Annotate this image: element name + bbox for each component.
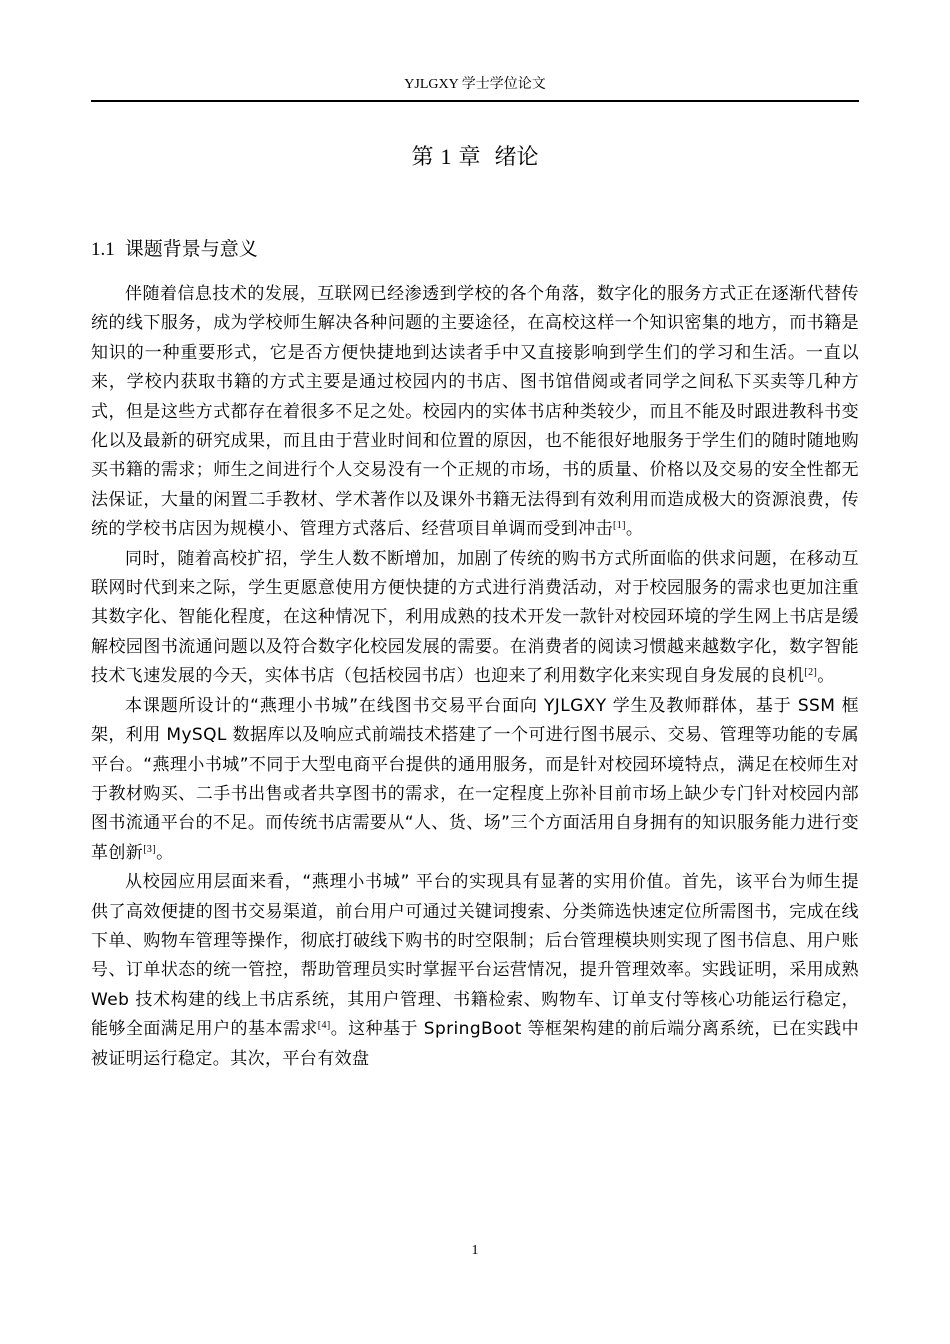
chapter-name: 绪论 <box>494 145 539 170</box>
body-text <box>91 280 859 1074</box>
paragraph-text: 本课题所设计的“燕理小书城”在线图书交易平台面向 YJLGXY 学生及教师群体，基于 SSM 框架，利用 MySQL 数据库以及响应式前端技术搭建了一个可进行图书展示、交易、管理等功能的专属平台。“燕理小书城”不同于大型电商平台提供的通用服务，而是针对校园环境特点，满足在校师生对于教材购买、二手书出售或者共享图书的需求，在一定程度上弥补目前市场上缺少专门针对校园内部图书流通平台的不足。而传统书店需要从“人、货、场”三个方面活用自身拥有的知识服务能力进行变革创新 <box>91 695 859 863</box>
paragraph-text: 从校园应用层面来看，“燕理小书城” 平台的实现具有显著的实用价值。首先，该平台为师生提供了高效便捷的图书交易渠道，前台用户可通过关键词搜索、分类筛选快速定位所需图书，完成在线下单、购物车管理等操作，彻底打破线下购书的时空限制；后台管理模块则实现了图书信息、用户账号、订单状态的统一管控，帮助管理员实时掌握平台运营情况，提升管理效率。实践证明，采用成熟 Web 技术构建的线上书店系统，其用户管理、书籍检索、购物车、订单支付等核心功能运行稳定，能够全面满足用户的基本需求 <box>91 872 859 1040</box>
citation: [3] <box>143 843 157 855</box>
citation: [4] <box>317 1020 331 1032</box>
paragraph <box>91 692 859 868</box>
section-title: 课题背景与意义 <box>124 238 258 260</box>
paragraph-text: 伴随着信息技术的发展，互联网已经渗透到学校的各个角落，数字化的服务方式正在逐渐代替传统的线下服务，成为学校师生解决各种问题的主要途径，在高校这样一个知识密集的地方，而书籍是知识的一种重要形式，它是否方便快捷地到达读者手中又直接影响到学生们的学习和生活。一直以来，学校内获取书籍的方式主要是通过校园内的书店、图书馆借阅或者同学之间私下买卖等几种方式，但是这些方式都存在着很多不足之处。校园内的实体书店种类较少，而且不能及时跟进教科书变化以及最新的研究成果，而且由于营业时间和位置的原因，也不能很好地服务于学生们的随时随地购买书籍的需求；师生之间进行个人交易没有一个正规的市场，书的质量、价格以及交易的安全性都无法保证，大量的闲置二手教材、学术著作以及课外书籍无法得到有效利用而造成极大的资源浪费，传统的学校书店因为规模小、管理方式落后、经营项目单调而受到冲击 <box>91 284 859 540</box>
chapter-number: 1 <box>440 144 452 169</box>
chapter-number-suffix: 章 <box>458 145 481 170</box>
section-heading <box>91 236 258 263</box>
paragraph-tail: 。 <box>817 666 835 687</box>
header-rule <box>91 100 859 102</box>
page-number: 1 <box>471 1243 479 1258</box>
section-number: 1.1 <box>91 239 115 260</box>
paragraph-tail: 。 <box>625 519 644 540</box>
running-header: YJLGXY 学士学位论文 <box>404 77 546 92</box>
chapter-number-prefix: 第 <box>411 145 434 170</box>
paragraph <box>91 280 859 545</box>
paragraph-text: 同时，随着高校扩招，学生人数不断增加，加剧了传统的购书方式所面临的供求问题，在移动互联网时代到来之际，学生更愿意使用方便快捷的方式进行消费活动，对于校园服务的需求也更加注重其数字化、智能化程度，在这种情况下，利用成熟的技术开发一款针对校园环境的学生网上书店是缓解校园图书流通问题以及符合数字化校园发展的需要。在消费者的阅读习惯越来越数字化，数字智能技术飞速发展的今天，实体书店（包括校园书店）也迎来了利用数字化来实现自身发展的良机 <box>91 548 859 687</box>
paragraph-tail: 。 <box>156 842 174 863</box>
paragraph <box>91 545 859 692</box>
citation: [2] <box>804 667 818 679</box>
citation: [1] <box>613 520 626 532</box>
chapter-title <box>91 143 859 172</box>
paragraph-tail: 。这种基于 SpringBoot 等框架构建的前后端分离系统，已在实践中被证明运行稳定。其次，平台有效盘 <box>91 1019 859 1069</box>
paragraph <box>91 868 859 1074</box>
